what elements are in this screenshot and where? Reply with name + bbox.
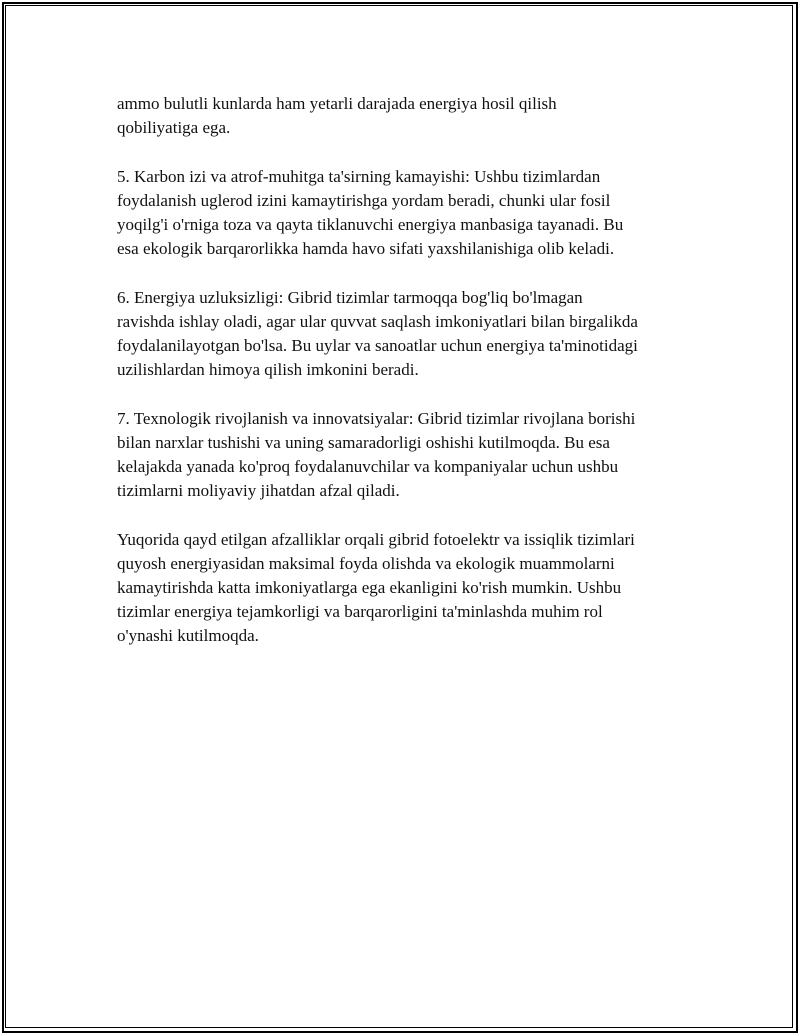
text-line: 5. Karbon izi va atrof-muhitga ta'sirning kamayishi: Ushbu tizimlardan xyxy=(117,167,601,186)
text-line: tizimlar energiya tejamkorligi va barqarorligini ta'minlashda muhim rol xyxy=(117,602,603,621)
text-line: qobiliyatiga ega. xyxy=(117,118,231,137)
text-line: esa ekologik barqarorlikka hamda havo sifati yaxshilanishiga olib keladi. xyxy=(117,239,615,258)
paragraph-item-5 xyxy=(117,165,638,261)
text-line: foydalanish uglerod izini kamaytirishga yordam beradi, chunki ular fosil xyxy=(117,191,611,210)
text-line: tizimlarni moliyaviy jihatdan afzal qiladi. xyxy=(117,481,400,500)
text-line: kamaytirishda katta imkoniyatlarga ega ekanligini ko'rish mumkin. Ushbu xyxy=(117,578,622,597)
text-line: kelajakda yanada ko'proq foydalanuvchilar va kompaniyalar uchun ushbu xyxy=(117,457,619,476)
paragraph-item-6 xyxy=(117,286,638,382)
text-line: Yuqorida qayd etilgan afzalliklar orqali gibrid fotoelektr va issiqlik tizimlari xyxy=(117,530,635,549)
paragraph-conclusion xyxy=(117,528,638,648)
paragraph-continuation xyxy=(117,92,638,140)
text-line: bilan narxlar tushishi va uning samaradorligi oshishi kutilmoqda. Bu esa xyxy=(117,433,610,452)
text-line: 7. Texnologik rivojlanish va innovatsiyalar: Gibrid tizimlar rivojlana borishi xyxy=(117,409,636,428)
text-line: yoqilg'i o'rniga toza va qayta tiklanuvchi energiya manbasiga tayanadi. Bu xyxy=(117,215,624,234)
text-line: ravishda ishlay oladi, agar ular quvvat saqlash imkoniyatlari bilan birgalikda xyxy=(117,312,638,331)
text-line: 6. Energiya uzluksizligi: Gibrid tizimlar tarmoqqa bog'liq bo'lmagan xyxy=(117,288,583,307)
document-body xyxy=(117,92,638,673)
text-line: o'ynashi kutilmoqda. xyxy=(117,626,259,645)
text-line: foydalanilayotgan bo'lsa. Bu uylar va sanoatlar uchun energiya ta'minotidagi xyxy=(117,336,638,355)
text-line: quyosh energiyasidan maksimal foyda olishda va ekologik muammolarni xyxy=(117,554,615,573)
text-line: ammo bulutli kunlarda ham yetarli darajada energiya hosil qilish xyxy=(117,94,557,113)
text-line: uzilishlardan himoya qilish imkonini beradi. xyxy=(117,360,419,379)
paragraph-item-7 xyxy=(117,407,638,503)
